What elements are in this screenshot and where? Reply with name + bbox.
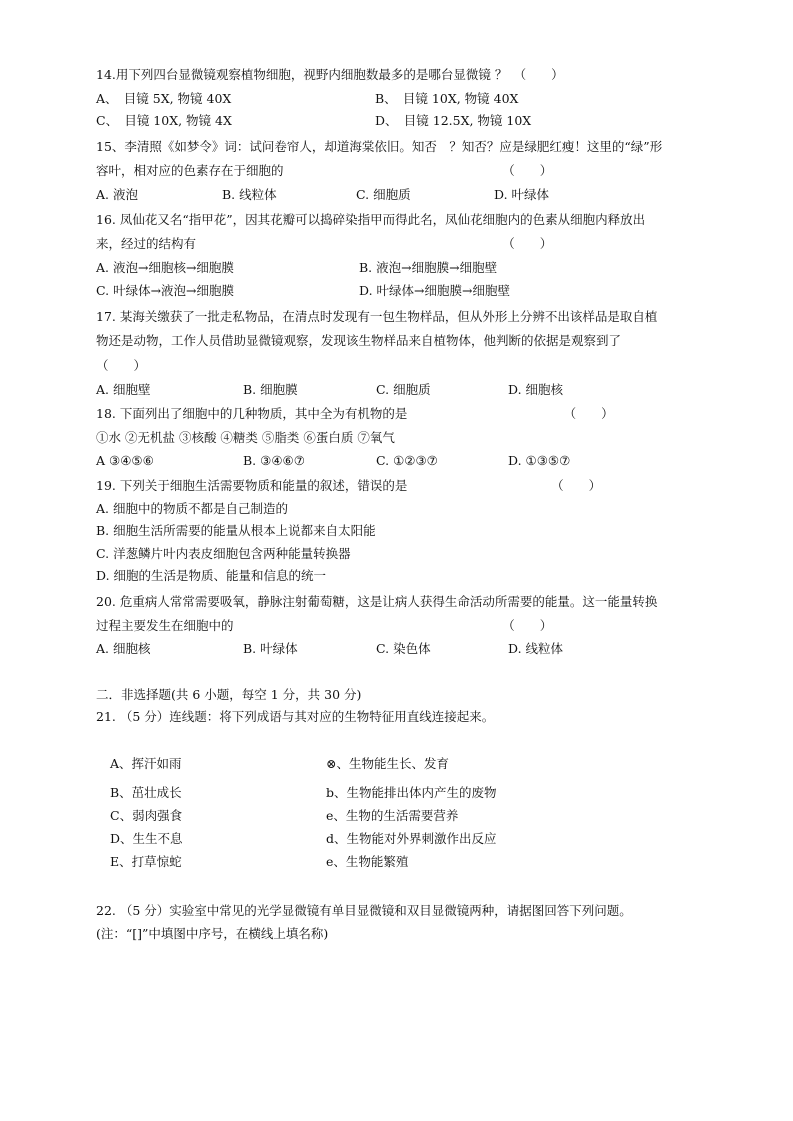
q16-stem-line2: 来，经过的结构有 （ ） (96, 236, 553, 251)
q21-right-1: ⊗、生物能生长、发育 (326, 756, 449, 771)
q21-left-e: E、打草惊蛇 (110, 854, 182, 869)
q21-right-5: e、生物能繁殖 (326, 854, 409, 869)
q18-stem: 18. 下面列出了细胞中的几种物质，其中全为有机物的是 （ ） (96, 406, 614, 421)
q19-option-a: A. 细胞中的物质不都是自己制造的 (96, 501, 288, 516)
q20-option-b: B. 叶绿体 (243, 641, 298, 656)
q15-option-b: B. 线粒体 (222, 187, 277, 202)
q20-option-d: D. 线粒体 (508, 641, 564, 656)
q21-right-3: e、生物的生活需要营养 (326, 808, 459, 823)
q18-option-b: B. ③④⑥⑦ (243, 453, 305, 468)
q22-stem-line2: (注：“[]”中填图中序号，在横线上填名称) (96, 926, 329, 941)
q14-option-d: D、 目镜 12.5X, 物镜 10X (375, 113, 532, 128)
q22-stem-line1: 22. （5 分）实验室中常见的光学显微镜有单目显微镜和双目显微镜两种，请据图回答下列问题。 (96, 903, 632, 918)
q15-option-a: A. 液泡 (96, 187, 138, 202)
section2-title: 二．非选择题(共 6 小题，每空 1 分，共 30 分) (96, 687, 362, 702)
q19-option-c: C. 洋葱鳞片叶内表皮细胞包含两种能量转换器 (96, 546, 351, 561)
q21-left-d: D、生生不息 (110, 831, 183, 846)
q21-right-2: b、生物能排出体内产生的废物 (326, 785, 497, 800)
q17-stem-line2: 物还是动物，工作人员借助显微镜观察，发现该生物样品来自植物体，他判断的依据是观察到了 (96, 333, 622, 348)
q17-option-a: A. 细胞壁 (96, 382, 151, 397)
q20-option-a: A. 细胞核 (96, 641, 151, 656)
q14-option-a: A、 目镜 5X, 物镜 40X (96, 91, 232, 106)
q15-stem-line1: 15、李清照《如梦令》词：试问卷帘人，却道海棠依旧。知否 ？知否？应是绿肥红瘦！这里的“绿”形 (96, 139, 663, 154)
q14-stem: 14.用下列四台显微镜观察植物细胞，视野内细胞数最多的是哪台显微镜 ？ （ ） (96, 67, 564, 82)
q17-stem-line1: 17. 某海关缴获了一批走私物品，在清点时发现有一包生物样品，但从外形上分辨不出该样品是取自植 (96, 309, 658, 324)
q15-stem-line2: 容叶，相对应的色素存在于细胞的 （ ） (96, 163, 553, 178)
q18-items: ①水 ②无机盐 ③核酸 ④糖类 ⑤脂类 ⑥蛋白质 ⑦氧气 (96, 430, 395, 445)
q19-stem: 19. 下列关于细胞生活需要物质和能量的叙述，错误的是 （ ） (96, 478, 602, 493)
q20-stem-line1: 20. 危重病人常常需要吸氧，静脉注射葡萄糖，这是让病人获得生命活动所需要的能量。这一能量转换 (96, 594, 658, 609)
q16-option-a: A. 液泡→细胞核→细胞膜 (96, 260, 234, 275)
q21-left-b: B、茁壮成长 (110, 785, 182, 800)
q16-option-b: B. 液泡→细胞膜→细胞壁 (359, 260, 498, 275)
q15-option-c: C. 细胞质 (356, 187, 411, 202)
q19-option-d: D. 细胞的生活是物质、能量和信息的统一 (96, 568, 327, 583)
q17-stem-line3: （ ） (96, 358, 147, 373)
q14-option-c: C、 目镜 10X, 物镜 4X (96, 113, 232, 128)
q15-option-d: D. 叶绿体 (494, 187, 550, 202)
q21-stem: 21. （5 分）连线题：将下列成语与其对应的生物特征用直线连接起来。 (96, 709, 495, 724)
q14-option-b: B、 目镜 10X, 物镜 40X (375, 91, 519, 106)
q18-option-d: D. ①③⑤⑦ (508, 453, 571, 468)
q16-option-d: D. 叶绿体→细胞膜→细胞壁 (359, 283, 510, 298)
q19-option-b: B. 细胞生活所需要的能量从根本上说都来自太阳能 (96, 523, 376, 538)
q17-option-b: B. 细胞膜 (243, 382, 298, 397)
q18-option-a: A ③④⑤⑥ (96, 453, 154, 468)
q21-right-4: d、生物能对外界刺激作出反应 (326, 831, 497, 846)
q16-option-c: C. 叶绿体→液泡→细胞膜 (96, 283, 235, 298)
q21-left-a: A、挥汗如雨 (110, 756, 182, 771)
q18-option-c: C. ①②③⑦ (376, 453, 438, 468)
q16-stem-line1: 16. 凤仙花又名“指甲花”，因其花瓣可以捣碎染指甲而得此名，凤仙花细胞内的色素从细胞内释放出 (96, 212, 646, 227)
q20-stem-line2: 过程主要发生在细胞中的 （ ） (96, 618, 553, 633)
q17-option-d: D. 细胞核 (508, 382, 564, 397)
q17-option-c: C. 细胞质 (376, 382, 431, 397)
q20-option-c: C. 染色体 (376, 641, 431, 656)
q21-left-c: C、弱肉强食 (110, 808, 183, 823)
